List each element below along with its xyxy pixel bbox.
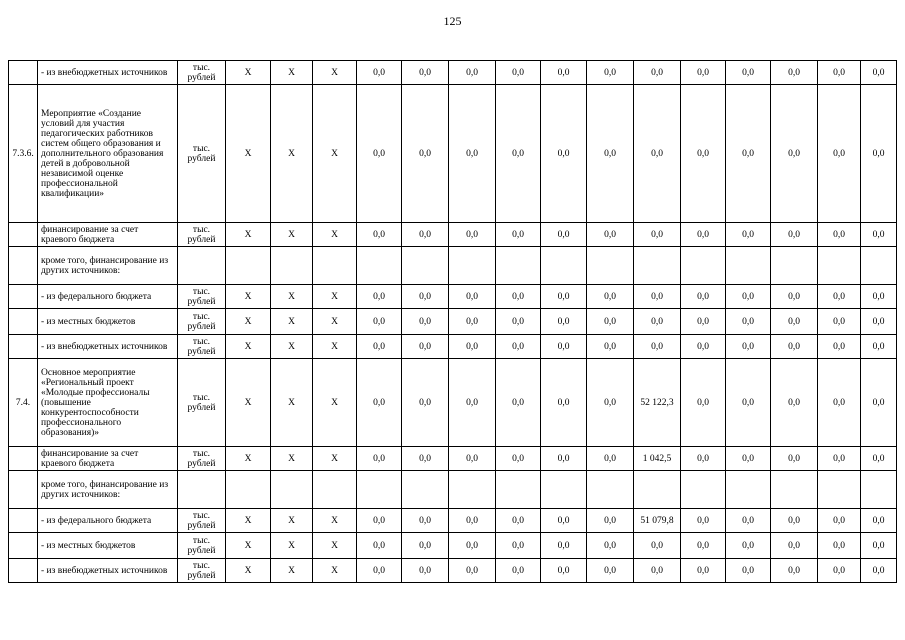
table-cell: 0,0 — [357, 509, 402, 533]
table-cell: X — [313, 533, 357, 559]
table-cell: 1 042,5 — [634, 447, 681, 471]
table-cell — [313, 247, 357, 285]
table-cell: 0,0 — [587, 447, 634, 471]
table-cell: X — [313, 447, 357, 471]
table-cell: 0,0 — [541, 559, 587, 583]
table-cell — [402, 247, 449, 285]
table-cell: 0,0 — [771, 447, 818, 471]
row-unit: тыс. рублей — [178, 359, 226, 447]
row-name: Мероприятие «Создание условий для участия педагогических работников систем общего образования и дополнительного образования детей в добровольной независимой оценке профессиональной квалификации» — [38, 85, 178, 223]
table-cell: X — [226, 359, 271, 447]
row-unit: тыс. рублей — [178, 285, 226, 309]
table-cell: 0,0 — [818, 359, 861, 447]
table-cell: X — [271, 359, 313, 447]
table-cell: 0,0 — [818, 509, 861, 533]
table-row — [9, 247, 897, 285]
table-row — [9, 533, 897, 559]
table-cell: 0,0 — [357, 309, 402, 335]
table-cell: 0,0 — [681, 223, 726, 247]
table-cell: 0,0 — [449, 309, 496, 335]
table-cell: X — [226, 447, 271, 471]
table-cell: 0,0 — [357, 359, 402, 447]
table-cell: 0,0 — [402, 509, 449, 533]
table-cell: 0,0 — [771, 559, 818, 583]
table-cell — [634, 247, 681, 285]
table-cell: 0,0 — [587, 285, 634, 309]
table-cell: 0,0 — [449, 85, 496, 223]
table-cell: X — [271, 309, 313, 335]
table-cell: 0,0 — [726, 533, 771, 559]
table-cell: 0,0 — [496, 559, 541, 583]
row-unit: тыс. рублей — [178, 61, 226, 85]
table-cell: 0,0 — [496, 309, 541, 335]
table-cell: 0,0 — [861, 85, 897, 223]
table-cell: 0,0 — [861, 309, 897, 335]
table-cell: X — [271, 85, 313, 223]
table-cell: 0,0 — [357, 335, 402, 359]
row-unit: тыс. рублей — [178, 509, 226, 533]
table-cell: 0,0 — [357, 285, 402, 309]
table-cell: 0,0 — [541, 447, 587, 471]
table-cell: 0,0 — [496, 335, 541, 359]
table-cell: 0,0 — [449, 533, 496, 559]
row-code — [9, 247, 38, 285]
table-cell: 0,0 — [402, 335, 449, 359]
row-name: кроме того, финансирование из других источников: — [38, 471, 178, 509]
table-cell — [313, 471, 357, 509]
row-name: - из местных бюджетов — [38, 309, 178, 335]
row-code — [9, 533, 38, 559]
table-cell: 0,0 — [861, 447, 897, 471]
table-cell: X — [271, 285, 313, 309]
table-cell — [541, 471, 587, 509]
table-cell: 0,0 — [818, 223, 861, 247]
table-cell — [402, 471, 449, 509]
table-cell: 0,0 — [496, 85, 541, 223]
table-cell — [587, 247, 634, 285]
table-cell: 0,0 — [634, 285, 681, 309]
table-cell: 0,0 — [357, 533, 402, 559]
table-cell: 0,0 — [587, 335, 634, 359]
table-cell: 0,0 — [496, 223, 541, 247]
table-cell: 0,0 — [496, 447, 541, 471]
table-cell: 0,0 — [402, 447, 449, 471]
table-cell: 0,0 — [681, 447, 726, 471]
table-cell: 0,0 — [634, 223, 681, 247]
table-cell: 0,0 — [681, 533, 726, 559]
table-cell — [681, 471, 726, 509]
page-number: 125 — [443, 14, 462, 28]
table-cell: 0,0 — [357, 447, 402, 471]
table-cell: 0,0 — [771, 335, 818, 359]
table-cell: 0,0 — [402, 533, 449, 559]
row-unit: тыс. рублей — [178, 533, 226, 559]
table-cell: 0,0 — [726, 447, 771, 471]
table-cell: X — [271, 61, 313, 85]
row-code — [9, 509, 38, 533]
table-cell — [449, 247, 496, 285]
row-code: 7.3.6. — [9, 85, 38, 223]
table-cell: 0,0 — [818, 85, 861, 223]
table-cell: 0,0 — [861, 335, 897, 359]
row-unit: тыс. рублей — [178, 559, 226, 583]
table-cell — [271, 247, 313, 285]
table-cell: 0,0 — [726, 509, 771, 533]
table-cell: 0,0 — [818, 309, 861, 335]
table-cell: 0,0 — [818, 533, 861, 559]
row-unit — [178, 247, 226, 285]
table-cell — [861, 471, 897, 509]
table-cell: 0,0 — [587, 61, 634, 85]
table-cell: 0,0 — [771, 359, 818, 447]
row-unit: тыс. рублей — [178, 309, 226, 335]
table-cell: X — [313, 559, 357, 583]
table-cell: 0,0 — [587, 223, 634, 247]
table-cell: 0,0 — [402, 559, 449, 583]
table-cell: 0,0 — [726, 359, 771, 447]
table-row — [9, 447, 897, 471]
table-cell: 0,0 — [449, 335, 496, 359]
table-cell — [634, 471, 681, 509]
table-cell: 0,0 — [449, 61, 496, 85]
table-cell: X — [271, 447, 313, 471]
table-cell: 0,0 — [726, 559, 771, 583]
table-cell: X — [226, 309, 271, 335]
table-cell: X — [313, 285, 357, 309]
table-cell: X — [313, 309, 357, 335]
table-cell: 0,0 — [726, 309, 771, 335]
row-code — [9, 559, 38, 583]
table-cell: 0,0 — [402, 309, 449, 335]
row-name: финансирование за счет краевого бюджета — [38, 447, 178, 471]
table-cell: 0,0 — [771, 309, 818, 335]
table-cell: 0,0 — [541, 85, 587, 223]
table-cell: 0,0 — [861, 533, 897, 559]
table-cell: 0,0 — [726, 285, 771, 309]
table-row — [9, 223, 897, 247]
table-cell: 0,0 — [634, 335, 681, 359]
table-cell: 0,0 — [357, 559, 402, 583]
row-unit: тыс. рублей — [178, 85, 226, 223]
table-cell — [541, 247, 587, 285]
table-cell: 0,0 — [587, 359, 634, 447]
table-row — [9, 335, 897, 359]
row-name: - из внебюджетных источников — [38, 559, 178, 583]
table-cell: 0,0 — [402, 285, 449, 309]
row-code — [9, 335, 38, 359]
table-cell: X — [313, 223, 357, 247]
table-cell: 0,0 — [587, 85, 634, 223]
table-cell: X — [226, 559, 271, 583]
table-cell: X — [313, 61, 357, 85]
table-cell: 0,0 — [541, 61, 587, 85]
table-cell: 52 122,3 — [634, 359, 681, 447]
table-cell: 0,0 — [861, 509, 897, 533]
table-cell: 0,0 — [861, 359, 897, 447]
table-cell: X — [313, 85, 357, 223]
table-cell: 0,0 — [402, 61, 449, 85]
table-cell: X — [271, 559, 313, 583]
row-unit: тыс. рублей — [178, 447, 226, 471]
table-cell: X — [226, 223, 271, 247]
table-cell: 0,0 — [818, 559, 861, 583]
table-cell: 0,0 — [771, 285, 818, 309]
table-cell: 0,0 — [496, 509, 541, 533]
table-cell: 0,0 — [771, 509, 818, 533]
table-cell — [496, 247, 541, 285]
row-name: - из федерального бюджета — [38, 285, 178, 309]
table-cell: X — [226, 285, 271, 309]
table-cell: 0,0 — [771, 223, 818, 247]
table-cell: 0,0 — [634, 309, 681, 335]
table-cell: 0,0 — [496, 359, 541, 447]
table-row — [9, 559, 897, 583]
table-cell: 0,0 — [681, 61, 726, 85]
table-cell: X — [313, 509, 357, 533]
table-cell: X — [313, 335, 357, 359]
table-cell: 0,0 — [681, 335, 726, 359]
table-cell: 0,0 — [357, 223, 402, 247]
row-name: - из местных бюджетов — [38, 533, 178, 559]
table-cell — [771, 471, 818, 509]
table-cell: 0,0 — [449, 223, 496, 247]
table-cell — [449, 471, 496, 509]
table-cell — [271, 471, 313, 509]
row-name: финансирование за счет краевого бюджета — [38, 223, 178, 247]
table-body — [9, 61, 897, 583]
table-cell: X — [271, 335, 313, 359]
table-cell: 0,0 — [541, 223, 587, 247]
table-cell: 0,0 — [402, 223, 449, 247]
table-cell: 0,0 — [449, 559, 496, 583]
table-cell — [496, 471, 541, 509]
table-cell: 0,0 — [726, 85, 771, 223]
table-cell — [226, 247, 271, 285]
table-cell: 0,0 — [496, 285, 541, 309]
table-cell — [226, 471, 271, 509]
table-row — [9, 309, 897, 335]
table-cell: 0,0 — [634, 61, 681, 85]
table-cell: X — [271, 509, 313, 533]
table-cell: 0,0 — [726, 223, 771, 247]
table-cell: 0,0 — [587, 509, 634, 533]
table-cell: 0,0 — [681, 559, 726, 583]
table-row — [9, 61, 897, 85]
table-cell: 0,0 — [771, 61, 818, 85]
table-cell: 0,0 — [541, 285, 587, 309]
table-row — [9, 471, 897, 509]
table-cell: 0,0 — [771, 533, 818, 559]
table-cell: X — [226, 509, 271, 533]
table-cell: 0,0 — [541, 533, 587, 559]
table-cell — [818, 247, 861, 285]
row-name: - из федерального бюджета — [38, 509, 178, 533]
table-cell: 0,0 — [541, 359, 587, 447]
table-cell: 0,0 — [634, 85, 681, 223]
row-code — [9, 61, 38, 85]
row-code — [9, 447, 38, 471]
row-unit: тыс. рублей — [178, 335, 226, 359]
table-cell — [726, 471, 771, 509]
table-cell: X — [313, 359, 357, 447]
table-cell: 0,0 — [818, 61, 861, 85]
table-cell: X — [226, 533, 271, 559]
table-cell: 0,0 — [587, 559, 634, 583]
row-code: 7.4. — [9, 359, 38, 447]
table-cell: 0,0 — [771, 85, 818, 223]
table-cell: 0,0 — [541, 509, 587, 533]
table-cell: 0,0 — [634, 533, 681, 559]
table-cell: 0,0 — [496, 533, 541, 559]
table-cell: 0,0 — [587, 533, 634, 559]
row-code — [9, 285, 38, 309]
table-cell: 0,0 — [681, 359, 726, 447]
table-cell: X — [226, 335, 271, 359]
table-cell — [681, 247, 726, 285]
row-name: кроме того, финансирование из других источников: — [38, 247, 178, 285]
table-cell: 0,0 — [449, 359, 496, 447]
table-cell: 0,0 — [587, 309, 634, 335]
table-row — [9, 509, 897, 533]
table-cell: 0,0 — [449, 285, 496, 309]
table-cell — [818, 471, 861, 509]
table-cell — [861, 247, 897, 285]
row-name: Основное мероприятие «Региональный проект «Молодые профессионалы (повышение конкурентоспособности профессионального образования)» — [38, 359, 178, 447]
row-code — [9, 223, 38, 247]
table-cell: X — [271, 533, 313, 559]
table-cell: 0,0 — [818, 447, 861, 471]
table-cell: 0,0 — [541, 309, 587, 335]
table-cell — [771, 247, 818, 285]
table-cell: 0,0 — [861, 223, 897, 247]
table-cell: 0,0 — [402, 85, 449, 223]
table-cell: 0,0 — [541, 335, 587, 359]
table-cell: 0,0 — [861, 285, 897, 309]
table-row — [9, 359, 897, 447]
row-name: - из внебюджетных источников — [38, 61, 178, 85]
table-cell: 0,0 — [402, 359, 449, 447]
table-cell: 0,0 — [726, 61, 771, 85]
table-cell: 51 079,8 — [634, 509, 681, 533]
table-cell: 0,0 — [681, 309, 726, 335]
table-cell — [726, 247, 771, 285]
table-cell: X — [271, 223, 313, 247]
table-cell: 0,0 — [449, 447, 496, 471]
table-cell: X — [226, 61, 271, 85]
table-cell: 0,0 — [449, 509, 496, 533]
table-cell: 0,0 — [818, 285, 861, 309]
table-cell: 0,0 — [634, 559, 681, 583]
table-row — [9, 85, 897, 223]
table-cell: 0,0 — [818, 335, 861, 359]
table-cell: 0,0 — [357, 85, 402, 223]
table-cell: 0,0 — [496, 61, 541, 85]
table-cell: 0,0 — [681, 285, 726, 309]
table-cell: 0,0 — [726, 335, 771, 359]
row-unit: тыс. рублей — [178, 223, 226, 247]
row-code — [9, 471, 38, 509]
table-cell — [357, 247, 402, 285]
table-row — [9, 285, 897, 309]
table-cell: 0,0 — [681, 509, 726, 533]
table-cell: 0,0 — [861, 559, 897, 583]
table-cell — [587, 471, 634, 509]
table-cell: X — [226, 85, 271, 223]
row-unit — [178, 471, 226, 509]
budget-table — [8, 60, 897, 583]
table-cell: 0,0 — [357, 61, 402, 85]
table-cell — [357, 471, 402, 509]
table-cell: 0,0 — [861, 61, 897, 85]
row-name: - из внебюджетных источников — [38, 335, 178, 359]
row-code — [9, 309, 38, 335]
table-cell: 0,0 — [681, 85, 726, 223]
